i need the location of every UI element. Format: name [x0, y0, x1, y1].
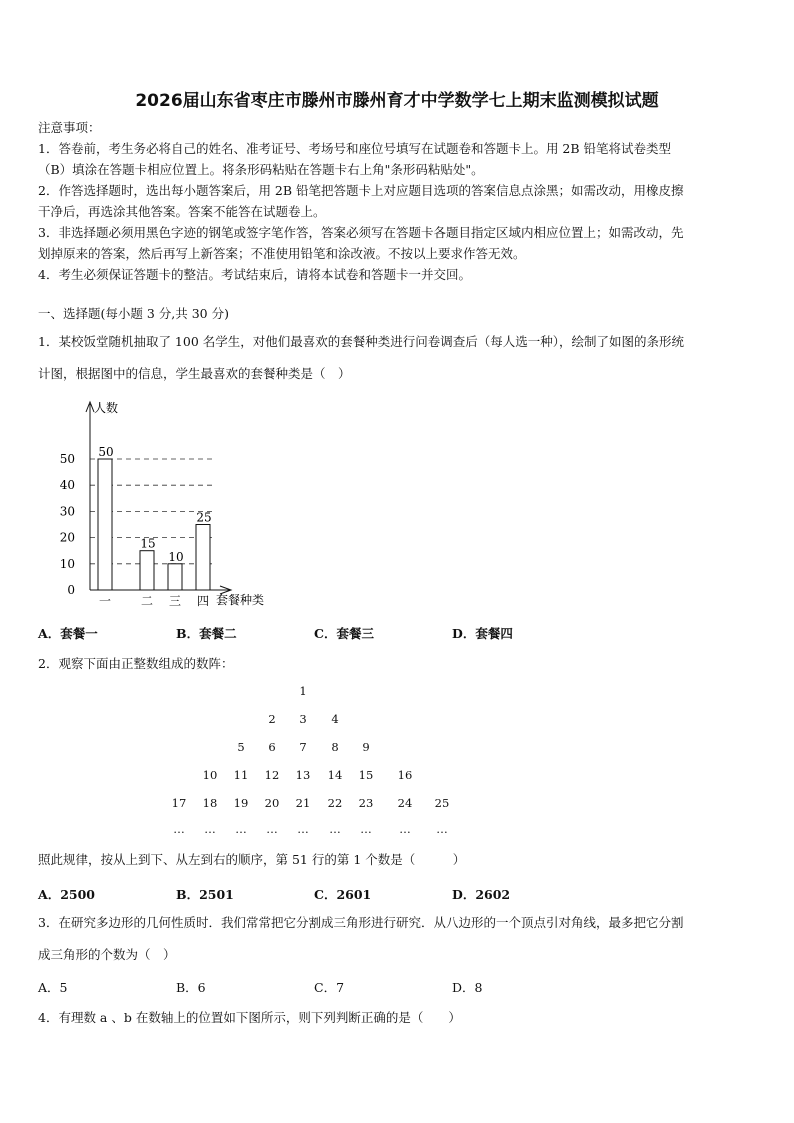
notice-line: 干净后，再选涂其他答案。答案不能答在试题卷上。: [38, 204, 326, 219]
q3-option-d[interactable]: D．8: [452, 980, 483, 995]
bar: [196, 525, 210, 591]
array-number: …: [360, 822, 372, 836]
section-heading: 一、选择题(每小题 3 分,共 30 分): [38, 306, 229, 321]
q1-option-c[interactable]: C．套餐三: [314, 626, 374, 641]
array-number: 1: [299, 684, 307, 698]
array-number: …: [173, 822, 185, 836]
q3-option-a[interactable]: A．5: [38, 980, 68, 995]
q1-option-b[interactable]: B．套餐二: [176, 626, 237, 641]
array-number: 9: [362, 740, 370, 754]
exam-title: 2026届山东省枣庄市滕州市滕州育才中学数学七上期末监测模拟试题: [135, 91, 659, 111]
q3-option-c[interactable]: C．7: [314, 980, 345, 995]
q2-option-b[interactable]: B．2501: [176, 887, 234, 902]
array-number: …: [204, 822, 216, 836]
array-number: 10: [202, 768, 218, 782]
array-number: 17: [171, 796, 187, 810]
x-tick-label: 二: [140, 594, 154, 608]
array-number: 2: [268, 712, 276, 726]
notice-line: 2．作答选择题时，选出每小题答案后，用 2B 铅笔把答题卡上对应题目选项的答案信息点涂黑；如需改动，用橡皮擦: [38, 183, 684, 198]
array-number: 25: [434, 796, 450, 810]
q1-text-line2: 计图，根据图中的信息，学生最喜欢的套餐种类是（ ）: [38, 366, 351, 381]
array-number: 23: [358, 796, 374, 810]
x-tick-label: 四: [196, 594, 210, 608]
array-number: …: [235, 822, 247, 836]
array-number: …: [297, 822, 309, 836]
array-number: 21: [295, 796, 311, 810]
data-label: 15: [140, 536, 156, 551]
array-number: 5: [237, 740, 245, 754]
array-number: 19: [233, 796, 249, 810]
x-tick-label: 一: [98, 594, 112, 608]
notice-line: 4．考生必须保证答题卡的整洁。考试结束后，请将本试卷和答题卡一并交回。: [38, 267, 471, 282]
array-number: 24: [397, 796, 413, 810]
y-tick-label: 0: [67, 583, 75, 597]
notice-line: 1．答卷前，考生务必将自己的姓名、准考证号、考场号和座位号填写在试题卷和答题卡上。用 2B 铅笔将试卷类型: [38, 141, 672, 156]
array-number: 3: [299, 712, 307, 726]
array-number: 8: [331, 740, 339, 754]
q2-option-d[interactable]: D．2602: [452, 887, 511, 902]
x-axis-label: 套餐种类: [216, 593, 265, 607]
array-number: …: [266, 822, 278, 836]
data-label: 50: [98, 445, 114, 459]
array-number: 15: [358, 768, 374, 782]
data-label: 25: [196, 510, 212, 525]
array-number: 13: [295, 768, 311, 782]
array-number: 14: [327, 768, 343, 782]
x-tick-label: 三: [168, 594, 182, 608]
array-number: 7: [299, 740, 307, 754]
bar-chart: [50, 396, 310, 611]
array-number: 4: [331, 712, 339, 726]
q3-text-line1: 3．在研究多边形的几何性质时．我们常常把它分割成三角形进行研究．从八边形的一个顶点引对角线，最多把它分割: [38, 915, 684, 930]
y-tick-label: 30: [59, 504, 75, 519]
q2-option-c[interactable]: C．2601: [314, 887, 372, 902]
q3-text-line2: 成三角形的个数为（ ）: [38, 947, 176, 962]
array-number: 22: [327, 796, 343, 810]
notice-line: 划掉原来的答案，然后再写上新答案；不准使用铅笔和涂改液。不按以上要求作答无效。: [38, 246, 526, 261]
array-number: 20: [264, 796, 280, 810]
array-number: …: [436, 822, 448, 836]
notice-line: 3．非选择题必须用黑色字迹的钢笔或签字笔作答，答案必须写在答题卡各题目指定区域内相应位置上；如需改动，先: [38, 225, 684, 240]
y-tick-label: 20: [59, 530, 75, 545]
y-tick-label: 50: [59, 452, 75, 466]
q2-text-line1: 2．观察下面由正整数组成的数阵：: [38, 656, 234, 671]
bar: [168, 564, 182, 590]
bar: [140, 551, 154, 590]
array-number: 6: [268, 740, 276, 754]
y-axis-label: 人数: [94, 401, 119, 415]
array-number: 16: [397, 768, 413, 782]
q3-option-b[interactable]: B．6: [176, 980, 206, 995]
notice-line: （B）填涂在答题卡相应位置上。将条形码粘贴在答题卡右上角"条形码粘贴处"。: [38, 162, 484, 177]
array-number: 12: [264, 768, 280, 782]
array-number: 11: [233, 768, 249, 782]
bar: [98, 459, 112, 590]
q2-text-line2: 照此规律，按从上到下、从左到右的顺序，第 51 行的第 1 个数是（ ）: [38, 852, 466, 867]
q1-option-d[interactable]: D．套餐四: [452, 626, 513, 641]
notice-heading: 注意事项：: [38, 120, 101, 135]
y-tick-label: 40: [59, 478, 75, 493]
y-tick-label: 10: [59, 556, 75, 571]
q1-text-line1: 1．某校饭堂随机抽取了 100 名学生，对他们最喜欢的套餐种类进行问卷调查后（每人选一种），绘制了如图的条形统: [38, 334, 685, 349]
array-number: …: [329, 822, 341, 836]
q1-option-a[interactable]: A．套餐一: [38, 626, 98, 641]
q4-text-line1: 4．有理数 a 、b 在数轴上的位置如下图所示，则下列判断正确的是（ ）: [38, 1010, 461, 1025]
data-label: 10: [168, 549, 184, 564]
array-number: 18: [202, 796, 218, 810]
array-number: …: [399, 822, 411, 836]
q2-option-a[interactable]: A．2500: [38, 887, 95, 902]
